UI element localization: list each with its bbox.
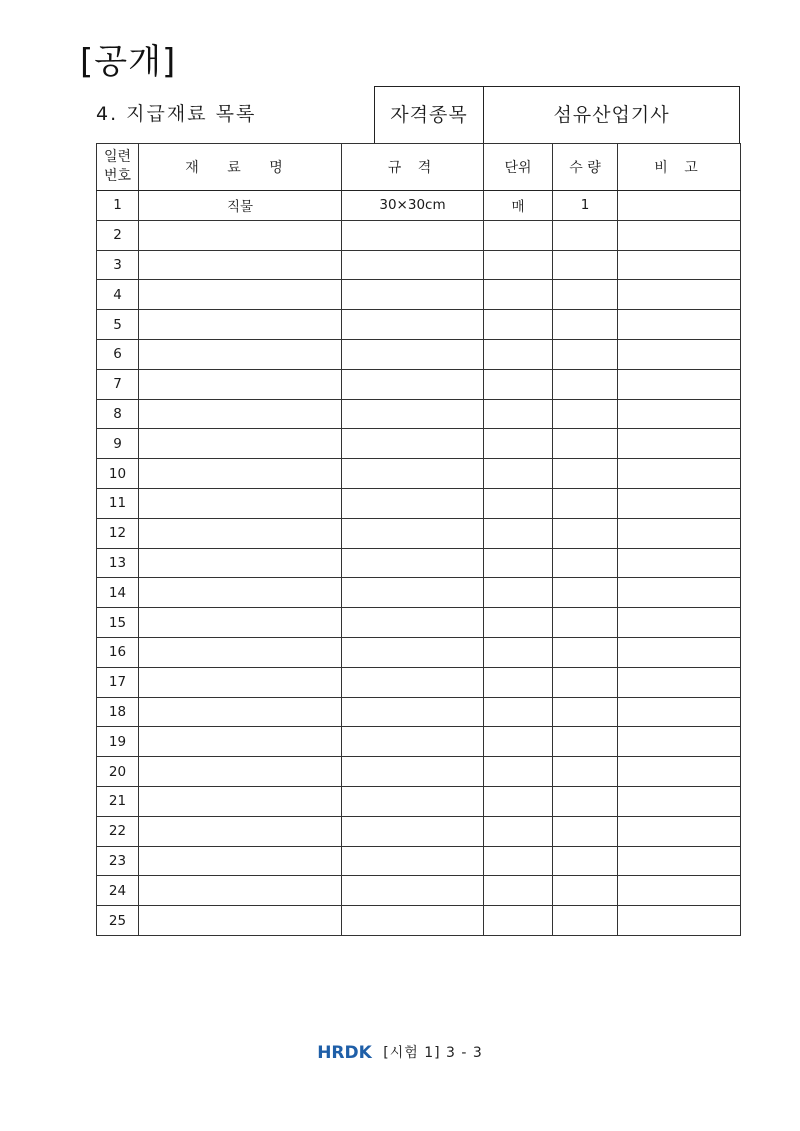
remarks-cell <box>618 608 741 638</box>
remarks-cell <box>618 399 741 429</box>
quantity-cell <box>553 250 618 280</box>
table-row <box>97 697 741 727</box>
remarks-cell <box>618 667 741 697</box>
spec-cell <box>342 369 484 399</box>
material-name-cell <box>139 846 342 876</box>
quantity-cell <box>553 667 618 697</box>
quantity-cell <box>553 220 618 250</box>
row-number-cell: 1 <box>97 191 139 221</box>
spec-cell <box>342 697 484 727</box>
remarks-cell <box>618 548 741 578</box>
table-row <box>97 637 741 667</box>
quantity-cell <box>553 459 618 489</box>
unit-cell <box>484 339 553 369</box>
title-row <box>96 86 740 143</box>
quantity-cell <box>553 578 618 608</box>
table-row <box>97 846 741 876</box>
remarks-cell <box>618 339 741 369</box>
material-name-cell <box>139 578 342 608</box>
row-number-cell: 20 <box>97 757 139 787</box>
material-name-cell <box>139 339 342 369</box>
unit-cell <box>484 906 553 936</box>
remarks-cell <box>618 488 741 518</box>
table-body <box>97 191 741 936</box>
page-info: [시험 1] 3 - 3 <box>383 1045 483 1061</box>
unit-cell <box>484 488 553 518</box>
unit-cell <box>484 310 553 340</box>
remarks-cell <box>618 816 741 846</box>
quantity-cell <box>553 548 618 578</box>
remarks-cell <box>618 250 741 280</box>
row-number-cell: 5 <box>97 310 139 340</box>
row-number-cell: 25 <box>97 906 139 936</box>
remarks-cell <box>618 906 741 936</box>
unit-cell <box>484 846 553 876</box>
remarks-cell <box>618 578 741 608</box>
quantity-cell <box>553 339 618 369</box>
spec-cell <box>342 280 484 310</box>
table-row <box>97 250 741 280</box>
quantity-cell <box>553 488 618 518</box>
spec-cell <box>342 578 484 608</box>
quantity-cell <box>553 637 618 667</box>
unit-cell <box>484 727 553 757</box>
table-row <box>97 578 741 608</box>
spec-cell <box>342 459 484 489</box>
material-name-cell <box>139 220 342 250</box>
material-name-cell <box>139 906 342 936</box>
table-row <box>97 518 741 548</box>
material-name-cell <box>139 399 342 429</box>
spec-cell <box>342 339 484 369</box>
table-row <box>97 459 741 489</box>
row-number-cell: 23 <box>97 846 139 876</box>
unit-cell <box>484 637 553 667</box>
remarks-cell <box>618 518 741 548</box>
unit-cell <box>484 876 553 906</box>
table-row <box>97 280 741 310</box>
table-row <box>97 488 741 518</box>
spec-cell <box>342 250 484 280</box>
remarks-cell <box>618 220 741 250</box>
remarks-cell <box>618 459 741 489</box>
material-name-cell <box>139 816 342 846</box>
table-row <box>97 757 741 787</box>
unit-cell <box>484 429 553 459</box>
spec-cell <box>342 786 484 816</box>
spec-cell: 30×30cm <box>342 191 484 221</box>
row-number-cell: 13 <box>97 548 139 578</box>
remarks-cell <box>618 846 741 876</box>
table-row <box>97 339 741 369</box>
quantity-cell <box>553 816 618 846</box>
table-row <box>97 876 741 906</box>
material-name-cell <box>139 608 342 638</box>
spec-cell <box>342 876 484 906</box>
quantity-cell <box>553 608 618 638</box>
row-number-cell: 4 <box>97 280 139 310</box>
material-name-cell <box>139 786 342 816</box>
unit-cell <box>484 757 553 787</box>
row-number-cell: 7 <box>97 369 139 399</box>
remarks-cell <box>618 876 741 906</box>
spec-cell <box>342 637 484 667</box>
spec-cell <box>342 727 484 757</box>
quantity-cell <box>553 906 618 936</box>
material-name-header: 재 료 명 <box>139 144 342 191</box>
qualification-box <box>374 86 740 144</box>
spec-cell <box>342 757 484 787</box>
material-name-cell <box>139 429 342 459</box>
row-number-cell: 21 <box>97 786 139 816</box>
material-name-cell <box>139 727 342 757</box>
spec-cell <box>342 816 484 846</box>
remarks-header: 비 고 <box>618 144 741 191</box>
quantity-cell <box>553 369 618 399</box>
material-name-cell <box>139 697 342 727</box>
row-number-cell: 6 <box>97 339 139 369</box>
remarks-cell <box>618 191 741 221</box>
unit-cell: 매 <box>484 191 553 221</box>
quantity-cell <box>553 846 618 876</box>
quantity-cell <box>553 399 618 429</box>
row-number-cell: 24 <box>97 876 139 906</box>
spec-cell <box>342 399 484 429</box>
table-row <box>97 727 741 757</box>
table-row <box>97 429 741 459</box>
hrdk-logo: HRDK <box>317 1043 372 1063</box>
unit-cell <box>484 250 553 280</box>
remarks-cell <box>618 757 741 787</box>
quantity-cell <box>553 757 618 787</box>
material-name-cell <box>139 488 342 518</box>
row-number-cell: 15 <box>97 608 139 638</box>
spec-cell <box>342 429 484 459</box>
material-name-cell <box>139 667 342 697</box>
material-name-cell <box>139 757 342 787</box>
material-name-cell: 직물 <box>139 191 342 221</box>
table-row <box>97 786 741 816</box>
remarks-cell <box>618 280 741 310</box>
table-row <box>97 369 741 399</box>
remarks-cell <box>618 429 741 459</box>
unit-cell <box>484 697 553 727</box>
material-name-cell <box>139 369 342 399</box>
row-number-cell: 2 <box>97 220 139 250</box>
unit-cell <box>484 220 553 250</box>
remarks-cell <box>618 697 741 727</box>
unit-cell <box>484 608 553 638</box>
material-name-cell <box>139 548 342 578</box>
unit-cell <box>484 667 553 697</box>
material-name-cell <box>139 280 342 310</box>
table-row <box>97 399 741 429</box>
materials-table <box>96 143 741 936</box>
quantity-cell <box>553 876 618 906</box>
unit-cell <box>484 280 553 310</box>
row-number-cell: 3 <box>97 250 139 280</box>
table-row <box>97 608 741 638</box>
table-header-row <box>97 144 741 191</box>
material-name-cell <box>139 637 342 667</box>
table-row <box>97 906 741 936</box>
spec-cell <box>342 488 484 518</box>
serial-number-header <box>97 144 139 191</box>
spec-header: 규 격 <box>342 144 484 191</box>
table-row <box>97 548 741 578</box>
unit-cell <box>484 548 553 578</box>
row-number-cell: 18 <box>97 697 139 727</box>
table-row <box>97 310 741 340</box>
spec-cell <box>342 518 484 548</box>
qualification-value: 섬유산업기사 <box>553 104 670 126</box>
table-row <box>97 667 741 697</box>
quantity-cell <box>553 518 618 548</box>
unit-cell <box>484 578 553 608</box>
unit-cell <box>484 518 553 548</box>
row-number-cell: 8 <box>97 399 139 429</box>
row-number-cell: 12 <box>97 518 139 548</box>
quantity-cell <box>553 786 618 816</box>
remarks-cell <box>618 310 741 340</box>
quantity-header: 수 량 <box>553 144 618 191</box>
spec-cell <box>342 608 484 638</box>
spec-cell <box>342 846 484 876</box>
quantity-cell <box>553 280 618 310</box>
row-number-cell: 10 <box>97 459 139 489</box>
spec-cell <box>342 906 484 936</box>
unit-cell <box>484 369 553 399</box>
table-row <box>97 220 741 250</box>
qualification-label: 자격종목 <box>375 87 484 144</box>
material-name-cell <box>139 310 342 340</box>
page-footer <box>0 1042 800 1063</box>
table-row <box>97 191 741 221</box>
remarks-cell <box>618 637 741 667</box>
unit-header: 단위 <box>484 144 553 191</box>
row-number-cell: 22 <box>97 816 139 846</box>
serial-header-line2: 번호 <box>103 168 132 184</box>
quantity-cell <box>553 727 618 757</box>
quantity-cell <box>553 429 618 459</box>
spec-cell <box>342 310 484 340</box>
row-number-cell: 16 <box>97 637 139 667</box>
remarks-cell <box>618 369 741 399</box>
public-label: [공개] <box>80 42 177 82</box>
material-name-cell <box>139 250 342 280</box>
unit-cell <box>484 816 553 846</box>
unit-cell <box>484 459 553 489</box>
row-number-cell: 9 <box>97 429 139 459</box>
serial-header-line1: 일련 <box>103 149 132 165</box>
quantity-cell <box>553 697 618 727</box>
material-name-cell <box>139 459 342 489</box>
row-number-cell: 19 <box>97 727 139 757</box>
spec-cell <box>342 667 484 697</box>
unit-cell <box>484 786 553 816</box>
remarks-cell <box>618 786 741 816</box>
quantity-cell <box>553 310 618 340</box>
remarks-cell <box>618 727 741 757</box>
row-number-cell: 11 <box>97 488 139 518</box>
list-title: 4. 지급재료 목록 <box>96 103 257 125</box>
row-number-cell: 14 <box>97 578 139 608</box>
quantity-cell: 1 <box>553 191 618 221</box>
row-number-cell: 17 <box>97 667 139 697</box>
spec-cell <box>342 220 484 250</box>
material-name-cell <box>139 518 342 548</box>
material-name-cell <box>139 876 342 906</box>
spec-cell <box>342 548 484 578</box>
table-row <box>97 816 741 846</box>
unit-cell <box>484 399 553 429</box>
